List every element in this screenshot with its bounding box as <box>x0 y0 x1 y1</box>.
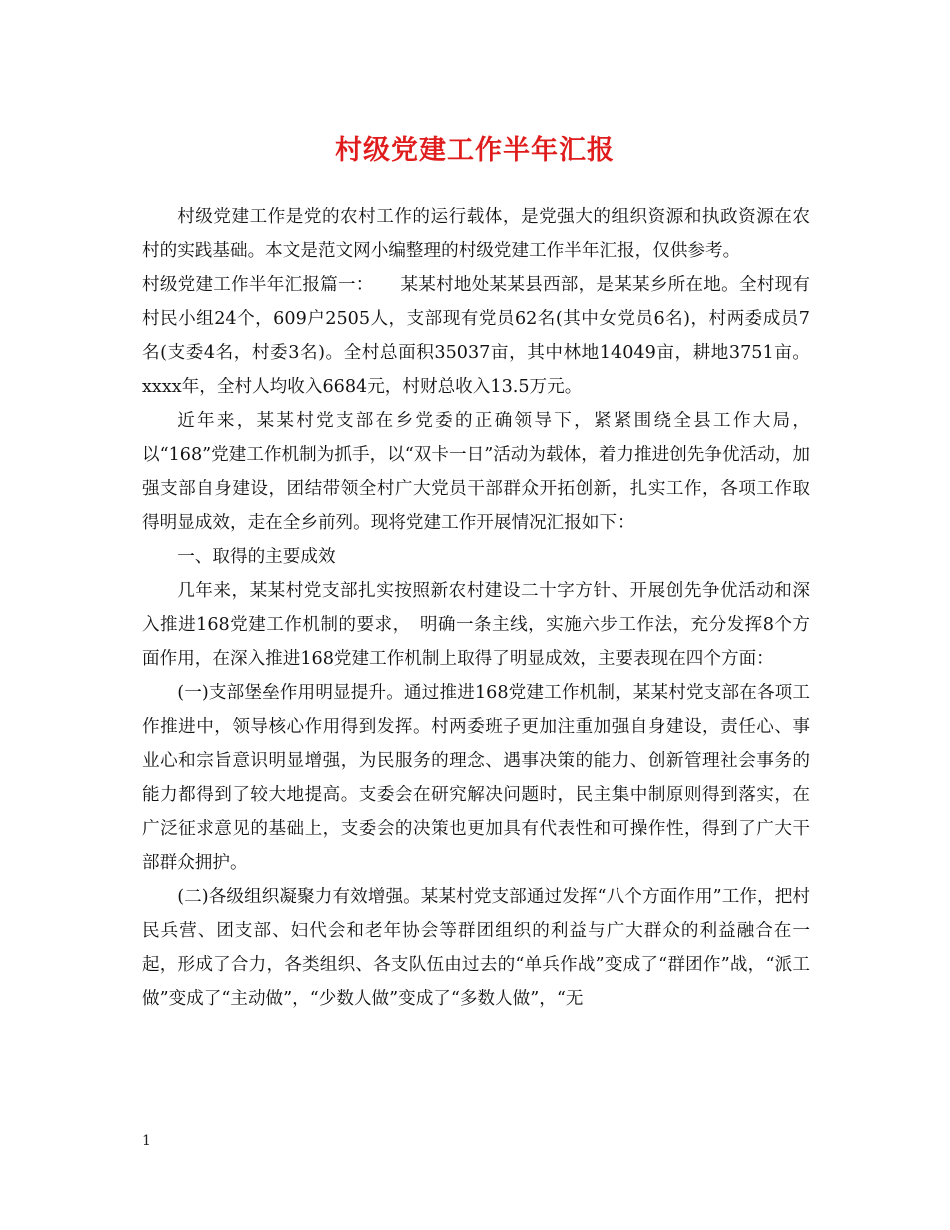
page-number: 1 <box>142 1133 151 1149</box>
paragraph-point-two: (二)各级组织凝聚力有效增强。某某村党支部通过发挥“八个方面作用”工作，把村民兵营、团支部、妇代会和老年协会等群团组织的利益与广大群众的利益融合在一起，形成了合力，各类组织、各支队伍由过去的“单兵作战”变成了“群团作”战，“派工做”变成了“主动做”，“少数人做”变成了“多数人做”，“无 <box>142 887 810 1009</box>
document-body <box>142 200 810 1016</box>
paragraph-achievements-summary: 几年来，某某村党支部扎实按照新农村建设二十字方针、开展创先争优活动和深入推进168党建工作机制的要求， 明确一条主线，实施六步工作法，充分发挥8个方面作用，在深入推进168党建工作机制上取得了明显成效，主要表现在四个方面： <box>142 581 810 669</box>
paragraph-intro: 村级党建工作是党的农村工作的运行载体，是党强大的组织资源和执政资源在农村的实践基础。本文是范文网小编整理的村级党建工作半年汇报，仅供参考。 <box>142 207 810 261</box>
paragraph-recent-years: 近年来，某某村党支部在乡党委的正确领导下，紧紧围绕全县工作大局，以“168”党建工作机制为抓手，以“双卡一日”活动为载体，着力推进创先争优活动，加强支部自身建设，团结带领全村广大党员干部群众开拓创新，扎实工作，各项工作取得明显成效，走在全乡前列。现将党建工作开展情况汇报如下： <box>142 411 810 533</box>
paragraph-village-overview: 村级党建工作半年汇报篇一： 某某村地处某某县西部，是某某乡所在地。全村现有村民小组24个，609户2505人，支部现有党员62名(其中女党员6名)，村两委成员7名(支委4名，村委3名)。全村总面积35037亩，其中林地14049亩，耕地3751亩。xxxx年，全村人均收入6684元，村财总收入13.5万元。 <box>142 275 810 397</box>
section-heading-achievements: 一、取得的主要成效 <box>177 547 336 567</box>
document-title: 村级党建工作半年汇报 <box>335 135 615 166</box>
paragraph-point-one: (一)支部堡垒作用明显提升。通过推进168党建工作机制，某某村党支部在各项工作推进中，领导核心作用得到发挥。村两委班子更加注重加强自身建设，责任心、事业心和宗旨意识明显增强，为民服务的理念、遇事决策的能力、创新管理社会事务的能力都得到了较大地提高。支委会在研究解决问题时，民主集中制原则得到落实，在广泛征求意见的基础上，支委会的决策也更加具有代表性和可操作性，得到了广大干部群众拥护。 <box>142 683 810 873</box>
